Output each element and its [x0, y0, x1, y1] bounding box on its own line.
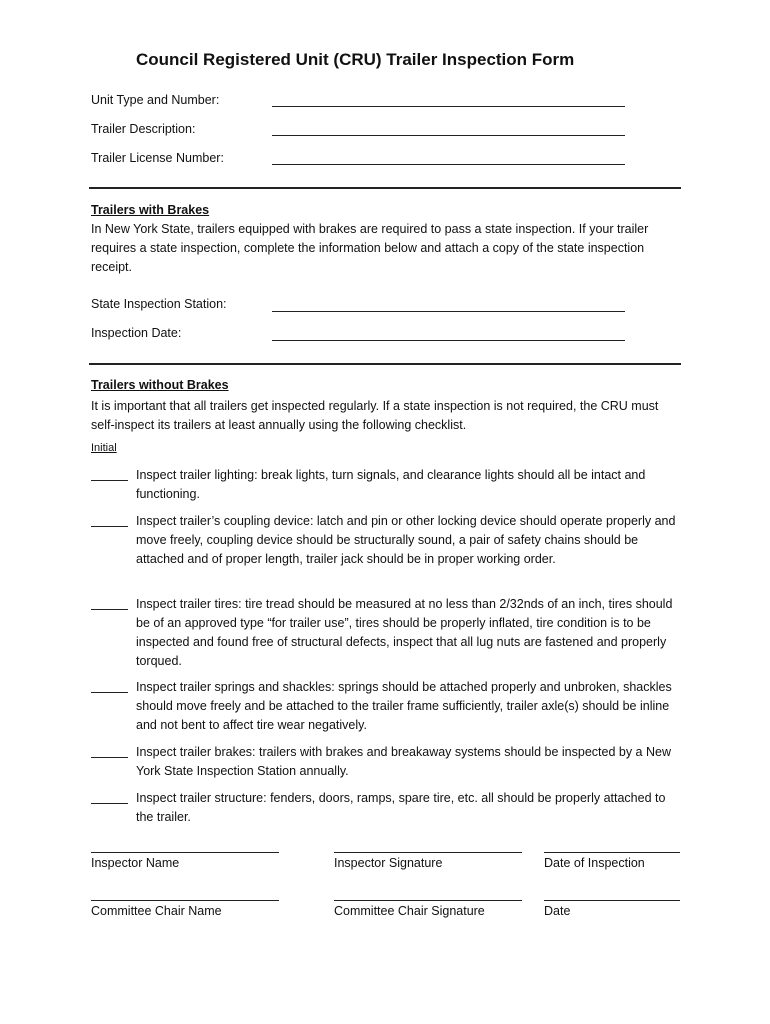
initial-blank[interactable]	[91, 526, 128, 527]
initial-blank[interactable]	[91, 692, 128, 693]
inspector-name-field[interactable]	[91, 852, 279, 853]
with-brakes-heading: Trailers with Brakes	[91, 203, 210, 217]
trailer-license-field[interactable]	[272, 164, 625, 165]
initial-blank[interactable]	[91, 609, 128, 610]
unit-type-field[interactable]	[272, 106, 625, 107]
date-of-inspection-label: Date of Inspection	[544, 856, 645, 870]
page-title: Council Registered Unit (CRU) Trailer Inspection Form	[136, 50, 575, 69]
committee-chair-name-label: Committee Chair Name	[91, 904, 222, 918]
without-brakes-heading: Trailers without Brakes	[91, 378, 229, 392]
unit-type-label: Unit Type and Number:	[91, 93, 220, 107]
without-brakes-text: It is important that all trailers get inspected regularly. If a state inspection is not required, the CRU must self-inspect its trailers at least annually using the following checklist.	[91, 399, 659, 432]
checklist-item-text: Inspect trailer’s coupling device: latch and pin or other locking device should operate properly and move freely, coupling device should be structurally sound, a pair of safety chains should be attached and of proper length, trailer jack should be in proper working order.	[136, 514, 676, 566]
inspector-signature-field[interactable]	[334, 852, 522, 853]
committee-chair-signature-field[interactable]	[334, 900, 522, 901]
inspector-name-label: Inspector Name	[91, 856, 180, 870]
committee-chair-name-field[interactable]	[91, 900, 279, 901]
section-divider	[89, 363, 681, 365]
section-divider	[89, 187, 681, 189]
checklist-item-text: Inspect trailer springs and shackles: springs should be attached properly and unbroken, shackles should move freely and be attached to the trailer frame sufficiently, trailer axle(s) should be inline and not bent to affect tire wear negatively.	[136, 680, 672, 732]
with-brakes-text: In New York State, trailers equipped with brakes are required to pass a state inspection. If your trailer requires a state inspection, complete the information below and attach a copy of the state inspection receipt.	[91, 222, 649, 274]
checklist-item-text: Inspect trailer lighting: break lights, turn signals, and clearance lights should all be intact and functioning.	[136, 468, 646, 501]
committee-chair-signature-label: Committee Chair Signature	[334, 904, 485, 918]
inspector-signature-label: Inspector Signature	[334, 856, 443, 870]
initial-column-label: Initial	[91, 442, 117, 454]
trailer-description-field[interactable]	[272, 135, 625, 136]
checklist-item-text: Inspect trailer brakes: trailers with brakes and breakaway systems should be inspected by a New York State Inspection Station annually.	[136, 745, 671, 778]
trailer-license-label: Trailer License Number:	[91, 151, 224, 165]
checklist-item-text: Inspect trailer tires: tire tread should be measured at no less than 2/32nds of an inch, tires should be of an approved type “for trailer use”, tires should be properly inflated, tire condition is to be inspected and found free of structural defects, inspect that all lug nuts are fastened and properly torqued.	[136, 597, 673, 668]
date-of-inspection-field[interactable]	[544, 852, 680, 853]
inspection-station-field[interactable]	[272, 311, 625, 312]
inspection-date-field[interactable]	[272, 340, 625, 341]
inspection-date-label: Inspection Date:	[91, 326, 182, 340]
date-label: Date	[544, 904, 571, 918]
initial-blank[interactable]	[91, 480, 128, 481]
trailer-description-label: Trailer Description:	[91, 122, 196, 136]
date-field[interactable]	[544, 900, 680, 901]
checklist-item-text: Inspect trailer structure: fenders, doors, ramps, spare tire, etc. all should be properly attached to the trailer.	[136, 791, 666, 824]
initial-blank[interactable]	[91, 757, 128, 758]
initial-blank[interactable]	[91, 803, 128, 804]
inspection-station-label: State Inspection Station:	[91, 297, 227, 311]
